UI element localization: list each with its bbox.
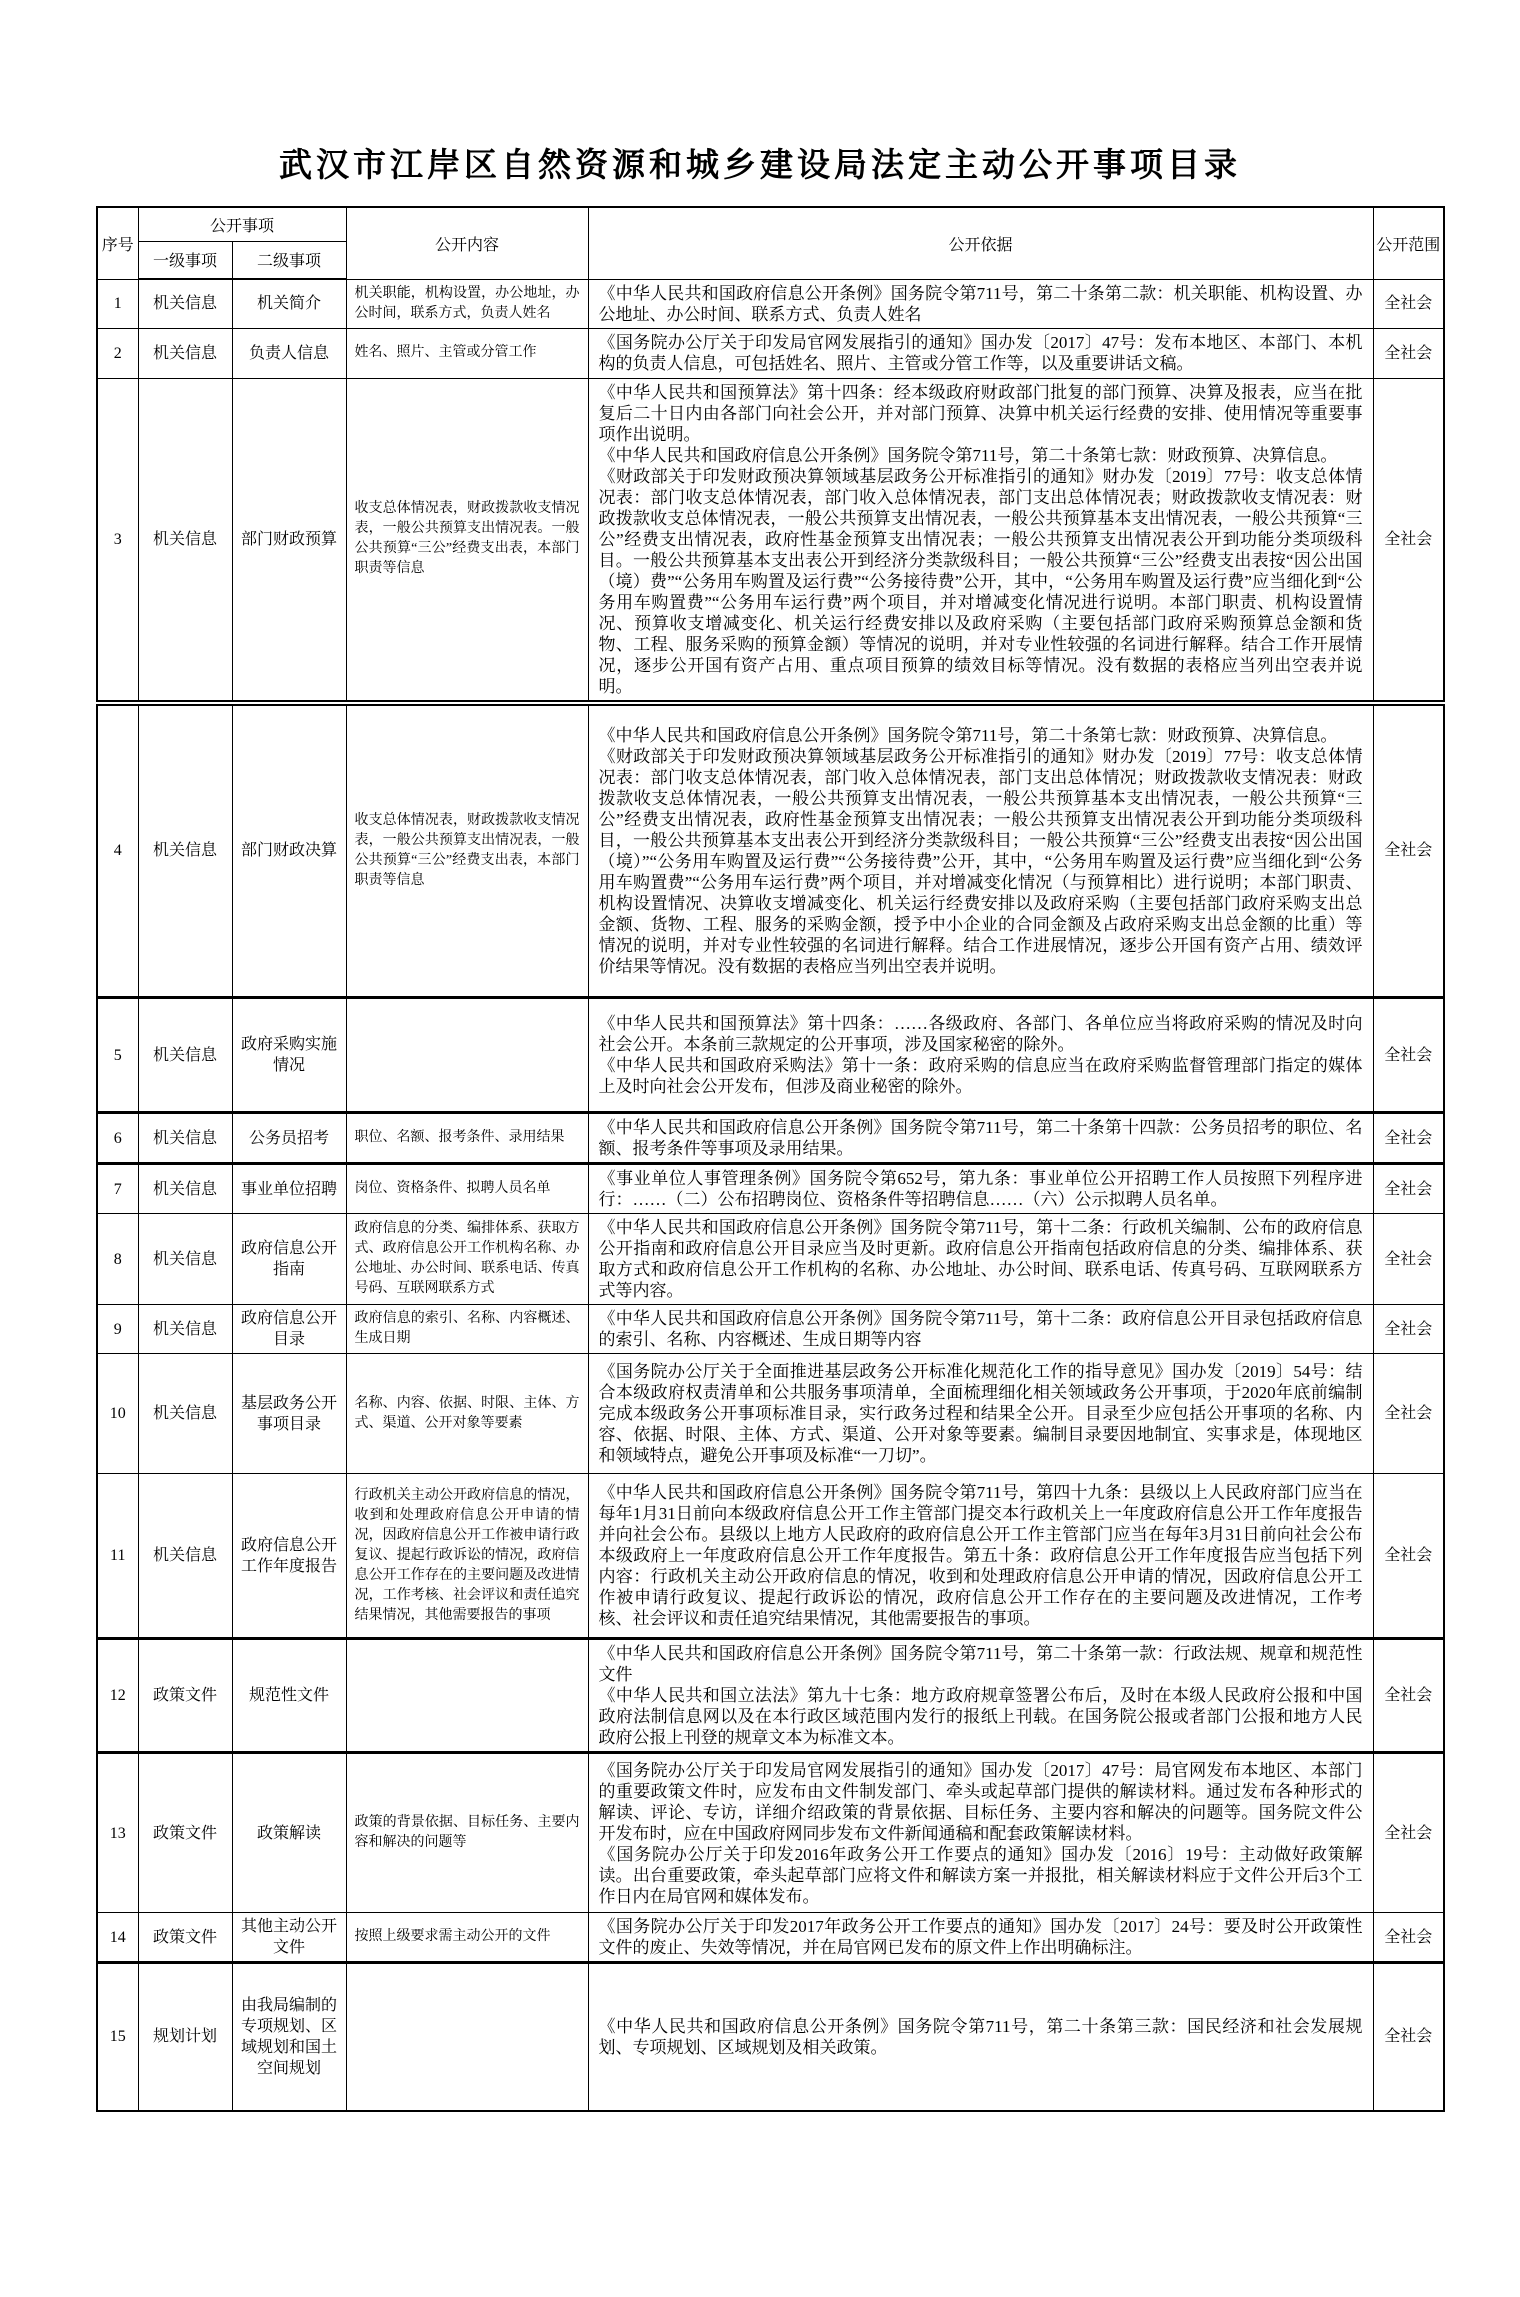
scope-cell: 全社会: [1373, 1164, 1444, 1214]
level2-cell: 政府信息公开目录: [232, 1305, 346, 1354]
row-number: 10: [97, 1354, 138, 1474]
level1-cell: 政策文件: [138, 1913, 232, 1963]
table-row: [97, 328, 1444, 378]
scope-cell: 全社会: [1373, 1913, 1444, 1963]
level2-cell: 部门财政决算: [232, 703, 346, 998]
table-header: [97, 207, 1444, 279]
basis-cell: 《中华人民共和国政府信息公开条例》国务院令第711号，第二十条第十四款：公务员招考的职位、名额、报考条件等事项及录用结果。: [588, 1113, 1373, 1164]
content-cell: 职位、名额、报考条件、录用结果: [346, 1113, 588, 1164]
row-number: 9: [97, 1305, 138, 1354]
content-cell: 收支总体情况表，财政拨款收支情况表，一般公共预算支出情况表，一般公共预算“三公”经费支出表，本部门职责等信息: [346, 703, 588, 998]
scope-cell: 全社会: [1373, 328, 1444, 378]
scope-cell: 全社会: [1373, 1963, 1444, 2111]
basis-cell: 《国务院办公厅关于印发2017年政务公开工作要点的通知》国办发〔2017〕24号：要及时公开政策性文件的废止、失效等情况，并在局官网已发布的原文件上作出明确标注。: [588, 1913, 1373, 1963]
row-number: 4: [97, 703, 138, 998]
row-number: 8: [97, 1214, 138, 1305]
level1-cell: 机关信息: [138, 998, 232, 1113]
row-number: 14: [97, 1913, 138, 1963]
row-number: 2: [97, 328, 138, 378]
basis-cell: 《中华人民共和国政府信息公开条例》国务院令第711号，第二十条第七款：财政预算、决算信息。 《财政部关于印发财政预决算领域基层政务公开标准指引的通知》财办发〔2019〕77号：收支总体情况表：部门收支总体情况表，部门收入总体情况表，部门支出总体情况；财政拨款收支情况表：财政拨款收支总体情况表，一般公共预算支出情况表，一般公共预算基本支出情况表，一般公共预算“三公”经费支出情况表，政府性基金预算支出情况表；一般公共预算支出情况表公开到功能分类项级科目，一般公共预算基本支出表公开到经济分类款级科目；一般公共预算“三公”经费支出表按“因公出国（境）”“公务用车购置及运行费”“公务接待费”公开，其中，“公务用车购置及运行费”应当细化到“公务用车购置费”“公务用车运行费”两个项目，并对增减变化情况（与预算相比）进行说明；本部门职责、机构设置情况、决算收支增减变化、机关运行经费安排以及政府采购（主要包括部门政府采购支出总金额、货物、工程、服务的采购金额，授予中小企业的合同金额及占政府采购支出总金额的比重）等情况的说明，并对专业性较强的名词进行解释。结合工作进展情况，逐步公开国有资产占用、绩效评价结果等情况。没有数据的表格应当列出空表并说明。: [588, 703, 1373, 998]
level1-cell: 机关信息: [138, 1305, 232, 1354]
basis-cell: 《中华人民共和国政府信息公开条例》国务院令第711号，第四十九条：县级以上人民政府部门应当在每年1月31日前向本级政府信息公开工作主管部门提交本行政机关上一年度政府信息公开工作年度报告并向社会公布。县级以上地方人民政府的政府信息公开工作主管部门应当在每年3月31日前向社会公布本级政府上一年度政府信息公开工作年度报告。第五十条：政府信息公开工作年度报告应当包括下列内容：行政机关主动公开政府信息的情况，收到和处理政府信息公开申请的情况，因政府信息公开工作被申请行政复议、提起行政诉讼的情况，政府信息公开工作存在的主要问题及改进情况，工作考核、社会评议和责任追究结果情况，其他需要报告的事项。: [588, 1474, 1373, 1639]
content-cell: 政府信息的索引、名称、内容概述、生成日期: [346, 1305, 588, 1354]
table-row: [97, 1214, 1444, 1305]
document-page: [0, 148, 1520, 2112]
level1-cell: 机关信息: [138, 279, 232, 328]
content-cell: 姓名、照片、主管或分管工作: [346, 328, 588, 378]
content-cell: 按照上级要求需主动公开的文件: [346, 1913, 588, 1963]
basis-cell: 《中华人民共和国政府信息公开条例》国务院令第711号，第二十条第一款：行政法规、规章和规范性文件 《中华人民共和国立法法》第九十七条：地方政府规章签署公布后，及时在本级人民政府公报和中国政府法制信息网以及在本行政区域范围内发行的报纸上刊载。在国务院公报或者部门公报和地方人民政府公报上刊登的规章文本为标准文本。: [588, 1639, 1373, 1753]
level2-cell: 政府采购实施情况: [232, 998, 346, 1113]
scope-cell: 全社会: [1373, 998, 1444, 1113]
content-cell: 政策的背景依据、目标任务、主要内容和解决的问题等: [346, 1753, 588, 1913]
level2-cell: 政策解读: [232, 1753, 346, 1913]
table-row: [97, 279, 1444, 328]
header-basis: 公开依据: [588, 207, 1373, 279]
level1-cell: 机关信息: [138, 1113, 232, 1164]
level2-cell: 其他主动公开文件: [232, 1913, 346, 1963]
table-row: [97, 1354, 1444, 1474]
level2-cell: 部门财政预算: [232, 378, 346, 703]
scope-cell: 全社会: [1373, 703, 1444, 998]
content-cell: 收支总体情况表，财政拨款收支情况表，一般公共预算支出情况表。一般公共预算“三公”经费支出表，本部门职责等信息: [346, 378, 588, 703]
level1-cell: 机关信息: [138, 1354, 232, 1474]
table-row: [97, 1963, 1444, 2111]
header-level1: 一级事项: [138, 241, 232, 279]
scope-cell: 全社会: [1373, 1753, 1444, 1913]
level2-cell: 事业单位招聘: [232, 1164, 346, 1214]
scope-cell: 全社会: [1373, 1113, 1444, 1164]
basis-cell: 《国务院办公厅关于印发局官网发展指引的通知》国办发〔2017〕47号：局官网发布本地区、本部门的重要政策文件时，应发布由文件制发部门、牵头或起草部门提供的解读材料。通过发布各种形式的解读、评论、专访，详细介绍政策的背景依据、目标任务、主要内容和解决的问题等。国务院文件公开发布时，应在中国政府网同步发布文件新闻通稿和配套政策解读材料。 《国务院办公厅关于印发2016年政务公开工作要点的通知》国办发〔2016〕19号：主动做好政策解读。出台重要政策，牵头起草部门应将文件和解读方案一并报批，相关解读材料应于文件公开后3个工作日内在局官网和媒体发布。: [588, 1753, 1373, 1913]
basis-cell: 《中华人民共和国政府信息公开条例》国务院令第711号，第二十条第三款：国民经济和社会发展规划、专项规划、区域规划及相关政策。: [588, 1963, 1373, 2111]
disclosure-table: [96, 206, 1445, 2112]
scope-cell: 全社会: [1373, 378, 1444, 703]
scope-cell: 全社会: [1373, 1474, 1444, 1639]
scope-cell: 全社会: [1373, 1214, 1444, 1305]
basis-cell: 《中华人民共和国预算法》第十四条：经本级政府财政部门批复的部门预算、决算及报表，应当在批复后二十日内由各部门向社会公开，并对部门预算、决算中机关运行经费的安排、使用情况等重要事项作出说明。 《中华人民共和国政府信息公开条例》国务院令第711号，第二十条第七款：财政预算、决算信息。 《财政部关于印发财政预决算领域基层政务公开标准指引的通知》财办发〔2019〕77号：收支总体情况表：部门收支总体情况表，部门收入总体情况表，部门支出总体情况表；财政拨款收支情况表：财政拨款收支总体情况表，一般公共预算支出情况表，一般公共预算基本支出情况表，一般公共预算“三公”经费支出情况表，政府性基金预算支出情况表；一般公共预算支出情况表公开到功能分类项级科目。一般公共预算基本支出表公开到经济分类款级科目；一般公共预算“三公”经费支出表按“因公出国（境）费”“公务用车购置及运行费”“公务接待费”公开，其中，“公务用车购置及运行费”应当细化到“公务用车购置费”“公务用车运行费”两个项目，并对增减变化情况进行说明。本部门职责、机构设置情况、预算收支增减变化、机关运行经费安排以及政府采购（主要包括部门政府采购预算总金额和货物、工程、服务采购的预算金额）等情况的说明，并对专业性较强的名词进行解释。结合工作开展情况，逐步公开国有资产占用、重点项目预算的绩效目标等情况。没有数据的表格应当列出空表并说明。: [588, 378, 1373, 703]
basis-cell: 《国务院办公厅关于印发局官网发展指引的通知》国办发〔2017〕47号：发布本地区、本部门、本机构的负责人信息，可包括姓名、照片、主管或分管工作等，以及重要讲话文稿。: [588, 328, 1373, 378]
basis-cell: 《中华人民共和国预算法》第十四条：……各级政府、各部门、各单位应当将政府采购的情况及时向社会公开。本条前三款规定的公开事项，涉及国家秘密的除外。 《中华人民共和国政府采购法》第十一条：政府采购的信息应当在政府采购监督管理部门指定的媒体上及时向社会公开发布，但涉及商业秘密的除外。: [588, 998, 1373, 1113]
level1-cell: 机关信息: [138, 1214, 232, 1305]
level2-cell: 公务员招考: [232, 1113, 346, 1164]
level1-cell: 机关信息: [138, 1164, 232, 1214]
scope-cell: 全社会: [1373, 1354, 1444, 1474]
row-number: 5: [97, 998, 138, 1113]
level1-cell: 规划计划: [138, 1963, 232, 2111]
level2-cell: 基层政务公开事项目录: [232, 1354, 346, 1474]
level2-cell: 机关简介: [232, 279, 346, 328]
content-cell: [346, 998, 588, 1113]
content-cell: 名称、内容、依据、时限、主体、方式、渠道、公开对象等要素: [346, 1354, 588, 1474]
basis-cell: 《事业单位人事管理条例》国务院令第652号，第九条：事业单位公开招聘工作人员按照下列程序进行：……（二）公布招聘岗位、资格条件等招聘信息……（六）公示拟聘人员名单。: [588, 1164, 1373, 1214]
level2-cell: 负责人信息: [232, 328, 346, 378]
header-group: 公开事项: [138, 207, 346, 241]
level1-cell: 政策文件: [138, 1753, 232, 1913]
level2-cell: 政府信息公开工作年度报告: [232, 1474, 346, 1639]
content-cell: 政府信息的分类、编排体系、获取方式、政府信息公开工作机构名称、办公地址、办公时间、联系电话、传真号码、互联网联系方式: [346, 1214, 588, 1305]
basis-cell: 《国务院办公厅关于全面推进基层政务公开标准化规范化工作的指导意见》国办发〔2019〕54号：结合本级政府权责清单和公共服务事项清单，全面梳理细化相关领域政务公开事项，于2020年底前编制完成本级政务公开事项标准目录，实行政务过程和结果全公开。目录至少应包括公开事项的名称、内容、依据、时限、主体、方式、渠道、公开对象等要素。编制目录要因地制宜、实事求是，体现地区和领域特点，避免公开事项及标准“一刀切”。: [588, 1354, 1373, 1474]
page-title: 武汉市江岸区自然资源和城乡建设局法定主动公开事项目录: [279, 148, 1241, 184]
level1-cell: 机关信息: [138, 378, 232, 703]
level1-cell: 机关信息: [138, 328, 232, 378]
content-cell: [346, 1963, 588, 2111]
level2-cell: 政府信息公开指南: [232, 1214, 346, 1305]
row-number: 1: [97, 279, 138, 328]
table-row: [97, 1753, 1444, 1913]
header-no: 序号: [97, 207, 138, 279]
row-number: 12: [97, 1639, 138, 1753]
row-number: 15: [97, 1963, 138, 2111]
basis-cell: 《中华人民共和国政府信息公开条例》国务院令第711号，第十二条：行政机关编制、公布的政府信息公开指南和政府信息公开目录应当及时更新。政府信息公开指南包括政府信息的分类、编排体系、获取方式和政府信息公开工作机构的名称、办公地址、办公时间、联系电话、传真号码、互联网联系方式等内容。: [588, 1214, 1373, 1305]
content-cell: 机关职能，机构设置，办公地址，办公时间，联系方式，负责人姓名: [346, 279, 588, 328]
row-number: 7: [97, 1164, 138, 1214]
scope-cell: 全社会: [1373, 1639, 1444, 1753]
header-scope: 公开范围: [1373, 207, 1444, 279]
row-number: 13: [97, 1753, 138, 1913]
table-row: [97, 1164, 1444, 1214]
row-number: 6: [97, 1113, 138, 1164]
header-content: 公开内容: [346, 207, 588, 279]
basis-cell: 《中华人民共和国政府信息公开条例》国务院令第711号，第十二条：政府信息公开目录包括政府信息的索引、名称、内容概述、生成日期等内容: [588, 1305, 1373, 1354]
header-level2: 二级事项: [232, 241, 346, 279]
table-row: [97, 1639, 1444, 1753]
table-row: [97, 378, 1444, 703]
table-row: [97, 703, 1444, 998]
table-row: [97, 1113, 1444, 1164]
content-cell: [346, 1639, 588, 1753]
level2-cell: 规范性文件: [232, 1639, 346, 1753]
table-row: [97, 1305, 1444, 1354]
level2-cell: 由我局编制的专项规划、区域规划和国土空间规划: [232, 1963, 346, 2111]
content-cell: 岗位、资格条件、拟聘人员名单: [346, 1164, 588, 1214]
level1-cell: 机关信息: [138, 703, 232, 998]
basis-cell: 《中华人民共和国政府信息公开条例》国务院令第711号，第二十条第二款：机关职能、机构设置、办公地址、办公时间、联系方式、负责人姓名: [588, 279, 1373, 328]
content-cell: 行政机关主动公开政府信息的情况，收到和处理政府信息公开申请的情况，因政府信息公开工作被申请行政复议、提起行政诉讼的情况，政府信息公开工作存在的主要问题及改进情况，工作考核、社会评议和责任追究结果情况，其他需要报告的事项: [346, 1474, 588, 1639]
level1-cell: 机关信息: [138, 1474, 232, 1639]
scope-cell: 全社会: [1373, 1305, 1444, 1354]
row-number: 11: [97, 1474, 138, 1639]
level1-cell: 政策文件: [138, 1639, 232, 1753]
table-row: [97, 1474, 1444, 1639]
table-row: [97, 998, 1444, 1113]
row-number: 3: [97, 378, 138, 703]
table-row: [97, 1913, 1444, 1963]
scope-cell: 全社会: [1373, 279, 1444, 328]
